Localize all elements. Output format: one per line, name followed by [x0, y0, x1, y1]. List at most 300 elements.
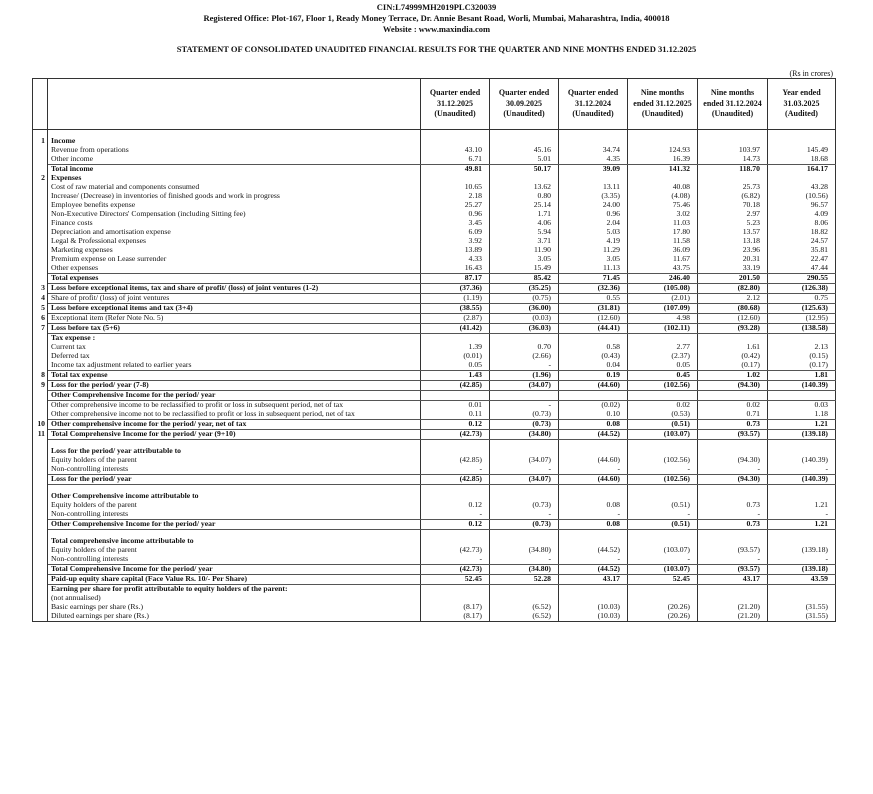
row-label: Depreciation and amortisation expense — [48, 228, 421, 237]
row-serial — [33, 585, 48, 595]
table-row — [33, 565, 836, 575]
value-cell — [421, 334, 490, 344]
row-label: Share of profit/ (loss) of joint ventures — [48, 294, 421, 304]
value-cell: (31.55) — [768, 603, 836, 612]
value-cell: (103.07) — [628, 546, 698, 555]
row-serial — [33, 410, 48, 420]
row-serial — [33, 440, 48, 448]
value-cell: (140.39) — [768, 475, 836, 485]
value-cell — [490, 334, 559, 344]
value-cell: (44.60) — [559, 381, 628, 391]
row-label: Total income — [48, 165, 421, 175]
row-label: Equity holders of the parent — [48, 501, 421, 510]
table-row — [33, 201, 836, 210]
value-cell: (102.56) — [628, 456, 698, 465]
value-cell: 201.50 — [698, 274, 768, 284]
value-cell: 1.18 — [768, 410, 836, 420]
value-cell: 0.11 — [421, 410, 490, 420]
value-cell — [698, 492, 768, 501]
row-serial: 2 — [33, 174, 48, 183]
value-cell: 25.14 — [490, 201, 559, 210]
value-cell: 14.73 — [698, 155, 768, 165]
row-serial: 1 — [33, 137, 48, 146]
row-label: Paid-up equity share capital (Face Value Rs. 10/- Per Share) — [48, 575, 421, 585]
table-row — [33, 456, 836, 465]
table-row — [33, 274, 836, 284]
row-label: Legal & Professional expenses — [48, 237, 421, 246]
value-cell — [490, 537, 559, 546]
value-cell: 0.73 — [698, 501, 768, 510]
value-cell: 0.96 — [421, 210, 490, 219]
value-cell: 103.97 — [698, 146, 768, 155]
row-serial — [33, 201, 48, 210]
value-cell: (94.30) — [698, 381, 768, 391]
row-serial — [33, 603, 48, 612]
row-label: Non-Executive Directors' Compensation (including Sitting fee) — [48, 210, 421, 219]
value-cell: (34.80) — [490, 546, 559, 555]
value-cell: 11.67 — [628, 255, 698, 264]
row-serial — [33, 612, 48, 622]
value-cell — [698, 530, 768, 538]
value-cell: (0.17) — [698, 361, 768, 371]
cin-number: CIN:L74999MH2019PLC320039 — [376, 2, 497, 12]
value-cell — [698, 537, 768, 546]
value-cell: 13.57 — [698, 228, 768, 237]
value-cell: 25.27 — [421, 201, 490, 210]
table-row — [33, 430, 836, 440]
row-serial — [33, 246, 48, 255]
value-cell — [768, 174, 836, 183]
value-cell: 43.28 — [768, 183, 836, 192]
value-cell: - — [628, 465, 698, 475]
value-cell: (6.52) — [490, 612, 559, 622]
value-cell: 1.39 — [421, 343, 490, 352]
row-label: Other Comprehensive Income for the period/ year — [48, 391, 421, 401]
row-serial — [33, 237, 48, 246]
value-cell — [421, 130, 490, 138]
value-cell: (0.73) — [490, 501, 559, 510]
value-cell — [559, 391, 628, 401]
value-cell: (138.58) — [768, 324, 836, 334]
header-sr — [33, 79, 48, 130]
value-cell: 52.28 — [490, 575, 559, 585]
value-cell: (102.11) — [628, 324, 698, 334]
value-cell — [490, 594, 559, 603]
value-cell — [421, 391, 490, 401]
value-cell: 1.02 — [698, 371, 768, 381]
value-cell — [559, 537, 628, 546]
value-cell — [628, 440, 698, 448]
row-serial — [33, 530, 48, 538]
value-cell: (0.01) — [421, 352, 490, 361]
value-cell: (0.73) — [490, 410, 559, 420]
value-cell: (31.81) — [559, 304, 628, 314]
value-cell: 11.03 — [628, 219, 698, 228]
table-row — [33, 246, 836, 255]
value-cell: 16.43 — [421, 264, 490, 274]
value-cell: 0.05 — [421, 361, 490, 371]
value-cell: (0.17) — [768, 361, 836, 371]
value-cell: 6.09 — [421, 228, 490, 237]
row-label: Other Comprehensive income attributable to — [48, 492, 421, 501]
row-label — [48, 485, 421, 493]
table-row — [33, 391, 836, 401]
value-cell: - — [768, 510, 836, 520]
table-row — [33, 575, 836, 585]
value-cell: 0.71 — [698, 410, 768, 420]
value-cell: (41.42) — [421, 324, 490, 334]
value-cell: (140.39) — [768, 381, 836, 391]
row-label: Basic earnings per share (Rs.) — [48, 603, 421, 612]
value-cell: (42.85) — [421, 456, 490, 465]
value-cell — [559, 485, 628, 493]
row-label: Other comprehensive income for the period/ year, net of tax — [48, 420, 421, 430]
value-cell: (42.73) — [421, 546, 490, 555]
row-serial: 3 — [33, 284, 48, 294]
value-cell: (125.63) — [768, 304, 836, 314]
row-serial — [33, 555, 48, 565]
row-label: Other expenses — [48, 264, 421, 274]
row-serial — [33, 192, 48, 201]
value-cell: 1.21 — [768, 501, 836, 510]
value-cell — [421, 537, 490, 546]
value-cell: 0.73 — [698, 520, 768, 530]
value-cell — [559, 585, 628, 595]
value-cell: 11.29 — [559, 246, 628, 255]
row-label — [48, 530, 421, 538]
table-row — [33, 228, 836, 237]
row-label: Total expenses — [48, 274, 421, 284]
table-row — [33, 555, 836, 565]
value-cell — [628, 137, 698, 146]
value-cell: (1.96) — [490, 371, 559, 381]
value-cell: - — [421, 465, 490, 475]
value-cell: (21.20) — [698, 612, 768, 622]
row-serial — [33, 183, 48, 192]
value-cell: (102.56) — [628, 475, 698, 485]
value-cell: (34.80) — [490, 565, 559, 575]
column-header: Nine months ended 31.12.2024 (Unaudited) — [698, 79, 768, 130]
value-cell: (35.25) — [490, 284, 559, 294]
value-cell: 4.19 — [559, 237, 628, 246]
value-cell: (80.68) — [698, 304, 768, 314]
table-row — [33, 130, 836, 138]
value-cell: (10.03) — [559, 603, 628, 612]
row-label: Loss for the period/ year (7-8) — [48, 381, 421, 391]
row-label: Non-controlling interests — [48, 510, 421, 520]
table-row — [33, 210, 836, 219]
row-label: Non-controlling interests — [48, 465, 421, 475]
value-cell: - — [698, 465, 768, 475]
value-cell: (38.55) — [421, 304, 490, 314]
value-cell: 0.08 — [559, 501, 628, 510]
value-cell: 2.12 — [698, 294, 768, 304]
value-cell — [698, 594, 768, 603]
value-cell: (93.57) — [698, 565, 768, 575]
row-label: Employee benefits expense — [48, 201, 421, 210]
value-cell: 3.45 — [421, 219, 490, 228]
value-cell: (93.57) — [698, 430, 768, 440]
value-cell: (31.55) — [768, 612, 836, 622]
row-serial: 4 — [33, 294, 48, 304]
table-row — [33, 520, 836, 530]
value-cell: - — [490, 555, 559, 565]
value-cell: (12.95) — [768, 314, 836, 324]
row-serial — [33, 334, 48, 344]
value-cell: 52.45 — [628, 575, 698, 585]
value-cell: (0.73) — [490, 520, 559, 530]
table-row — [33, 530, 836, 538]
value-cell: 25.73 — [698, 183, 768, 192]
value-cell: 5.94 — [490, 228, 559, 237]
value-cell — [559, 334, 628, 344]
table-row — [33, 352, 836, 361]
table-row — [33, 475, 836, 485]
value-cell: (139.18) — [768, 565, 836, 575]
table-row — [33, 492, 836, 501]
value-cell: 3.92 — [421, 237, 490, 246]
header-particulars — [48, 79, 421, 130]
value-cell — [628, 594, 698, 603]
row-serial — [33, 264, 48, 274]
value-cell — [768, 137, 836, 146]
value-cell: 24.57 — [768, 237, 836, 246]
value-cell: (36.03) — [490, 324, 559, 334]
value-cell: (6.52) — [490, 603, 559, 612]
value-cell: - — [628, 555, 698, 565]
table-row — [33, 324, 836, 334]
value-cell: 13.11 — [559, 183, 628, 192]
value-cell: 23.96 — [698, 246, 768, 255]
table-row — [33, 585, 836, 595]
row-label: Tax expense : — [48, 334, 421, 344]
row-serial — [33, 274, 48, 284]
value-cell — [768, 440, 836, 448]
registered-office: Registered Office: Plot-167, Floor 1, Ready Money Terrace, Dr. Annie Besant Road, Worli, Mumbai, Maharashtra, India, 400018 — [203, 13, 670, 23]
row-serial — [33, 492, 48, 501]
value-cell: 18.82 — [768, 228, 836, 237]
value-cell: 20.31 — [698, 255, 768, 264]
value-cell: (8.17) — [421, 603, 490, 612]
row-serial — [33, 520, 48, 530]
row-serial — [33, 210, 48, 219]
value-cell: 118.70 — [698, 165, 768, 175]
value-cell: 13.18 — [698, 237, 768, 246]
column-header-row — [33, 79, 836, 130]
value-cell — [628, 130, 698, 138]
table-row — [33, 361, 836, 371]
value-cell — [698, 130, 768, 138]
row-serial — [33, 501, 48, 510]
row-label: Expenses — [48, 174, 421, 183]
value-cell: (8.17) — [421, 612, 490, 622]
value-cell — [768, 530, 836, 538]
value-cell: - — [628, 510, 698, 520]
row-label: Increase/ (Decrease) in inventories of finished goods and work in progress — [48, 192, 421, 201]
row-serial — [33, 510, 48, 520]
row-label: Non-controlling interests — [48, 555, 421, 565]
row-serial — [33, 485, 48, 493]
value-cell: 0.55 — [559, 294, 628, 304]
value-cell: 0.58 — [559, 343, 628, 352]
table-row — [33, 192, 836, 201]
row-label: Finance costs — [48, 219, 421, 228]
value-cell: (44.52) — [559, 546, 628, 555]
value-cell: (0.75) — [490, 294, 559, 304]
value-cell — [490, 391, 559, 401]
row-serial — [33, 352, 48, 361]
row-label: Premium expense on Lease surrender — [48, 255, 421, 264]
value-cell: 1.71 — [490, 210, 559, 219]
row-label: Equity holders of the parent — [48, 546, 421, 555]
row-label — [48, 440, 421, 448]
value-cell — [490, 447, 559, 456]
value-cell: - — [490, 401, 559, 411]
row-serial — [33, 165, 48, 175]
table-row — [33, 371, 836, 381]
value-cell: (93.28) — [698, 324, 768, 334]
row-serial — [33, 401, 48, 411]
row-serial — [33, 361, 48, 371]
value-cell: (107.09) — [628, 304, 698, 314]
value-cell: 85.42 — [490, 274, 559, 284]
table-row — [33, 146, 836, 155]
value-cell: (34.07) — [490, 475, 559, 485]
row-serial — [33, 228, 48, 237]
table-row — [33, 381, 836, 391]
row-serial — [33, 537, 48, 546]
table-row — [33, 165, 836, 175]
value-cell: 124.93 — [628, 146, 698, 155]
value-cell — [421, 594, 490, 603]
value-cell: (2.87) — [421, 314, 490, 324]
value-cell — [628, 334, 698, 344]
value-cell: (0.51) — [628, 420, 698, 430]
table-body — [33, 130, 836, 622]
value-cell: (34.07) — [490, 456, 559, 465]
value-cell: 75.46 — [628, 201, 698, 210]
value-cell: - — [490, 465, 559, 475]
value-cell: - — [698, 510, 768, 520]
value-cell: (103.07) — [628, 565, 698, 575]
value-cell: (0.02) — [559, 401, 628, 411]
row-serial — [33, 546, 48, 555]
value-cell: 5.03 — [559, 228, 628, 237]
value-cell: (44.52) — [559, 430, 628, 440]
value-cell: 0.04 — [559, 361, 628, 371]
value-cell: (4.08) — [628, 192, 698, 201]
value-cell — [490, 530, 559, 538]
row-label: Total comprehensive income attributable to — [48, 537, 421, 546]
website: Website : www.maxindia.com — [382, 24, 491, 34]
value-cell: (2.66) — [490, 352, 559, 361]
table-row — [33, 314, 836, 324]
value-cell — [490, 137, 559, 146]
row-serial — [33, 565, 48, 575]
row-label — [48, 130, 421, 138]
value-cell — [768, 447, 836, 456]
value-cell: (34.80) — [490, 430, 559, 440]
value-cell: - — [559, 555, 628, 565]
value-cell: (139.18) — [768, 546, 836, 555]
value-cell: 145.49 — [768, 146, 836, 155]
row-label: Other comprehensive income to be reclassified to profit or loss in subsequent period, net of tax — [48, 401, 421, 411]
value-cell: 33.19 — [698, 264, 768, 274]
value-cell: (105.08) — [628, 284, 698, 294]
table-row — [33, 603, 836, 612]
value-cell: (0.42) — [698, 352, 768, 361]
value-cell: 0.96 — [559, 210, 628, 219]
value-cell: 2.97 — [698, 210, 768, 219]
value-cell: 4.35 — [559, 155, 628, 165]
value-cell: 50.17 — [490, 165, 559, 175]
value-cell: (21.20) — [698, 603, 768, 612]
value-cell: 2.18 — [421, 192, 490, 201]
value-cell: 1.43 — [421, 371, 490, 381]
table-row — [33, 410, 836, 420]
row-serial — [33, 575, 48, 585]
value-cell: 43.17 — [559, 575, 628, 585]
value-cell: 36.09 — [628, 246, 698, 255]
table-row — [33, 183, 836, 192]
table-row — [33, 174, 836, 183]
value-cell — [559, 137, 628, 146]
value-cell: 15.49 — [490, 264, 559, 274]
value-cell — [559, 447, 628, 456]
row-label: Total Comprehensive Income for the period/ year (9+10) — [48, 430, 421, 440]
table-row — [33, 237, 836, 246]
value-cell — [421, 137, 490, 146]
value-cell: 52.45 — [421, 575, 490, 585]
row-serial — [33, 475, 48, 485]
value-cell: 22.47 — [768, 255, 836, 264]
row-label: Diluted earnings per share (Rs.) — [48, 612, 421, 622]
value-cell: (10.03) — [559, 612, 628, 622]
value-cell: 43.17 — [698, 575, 768, 585]
row-label: Loss before exceptional items and tax (3+4) — [48, 304, 421, 314]
value-cell: (0.15) — [768, 352, 836, 361]
table-row — [33, 485, 836, 493]
value-cell — [628, 485, 698, 493]
row-serial — [33, 594, 48, 603]
value-cell: 43.59 — [768, 575, 836, 585]
value-cell: 0.10 — [559, 410, 628, 420]
value-cell: - — [421, 555, 490, 565]
row-label: Total tax expense — [48, 371, 421, 381]
value-cell — [628, 530, 698, 538]
row-label: (not annualised) — [48, 594, 421, 603]
value-cell: 24.00 — [559, 201, 628, 210]
column-header: Quarter ended 30.09.2025 (Unaudited) — [490, 79, 559, 130]
value-cell: 11.58 — [628, 237, 698, 246]
value-cell: 0.70 — [490, 343, 559, 352]
value-cell: 4.06 — [490, 219, 559, 228]
row-label: Exceptional item (Refer Note No. 5) — [48, 314, 421, 324]
value-cell: 0.03 — [768, 401, 836, 411]
value-cell: 5.01 — [490, 155, 559, 165]
currency-unit: (Rs in crores) — [789, 69, 833, 78]
column-header: Nine months ended 31.12.2025 (Unaudited) — [628, 79, 698, 130]
row-label: Loss before exceptional items, tax and share of profit/ (loss) of joint ventures (1-2) — [48, 284, 421, 294]
value-cell: (2.37) — [628, 352, 698, 361]
row-serial: 8 — [33, 371, 48, 381]
value-cell — [768, 130, 836, 138]
value-cell: (103.07) — [628, 430, 698, 440]
value-cell: 0.12 — [421, 420, 490, 430]
value-cell: (0.51) — [628, 520, 698, 530]
value-cell: 1.81 — [768, 371, 836, 381]
value-cell: 0.73 — [698, 420, 768, 430]
